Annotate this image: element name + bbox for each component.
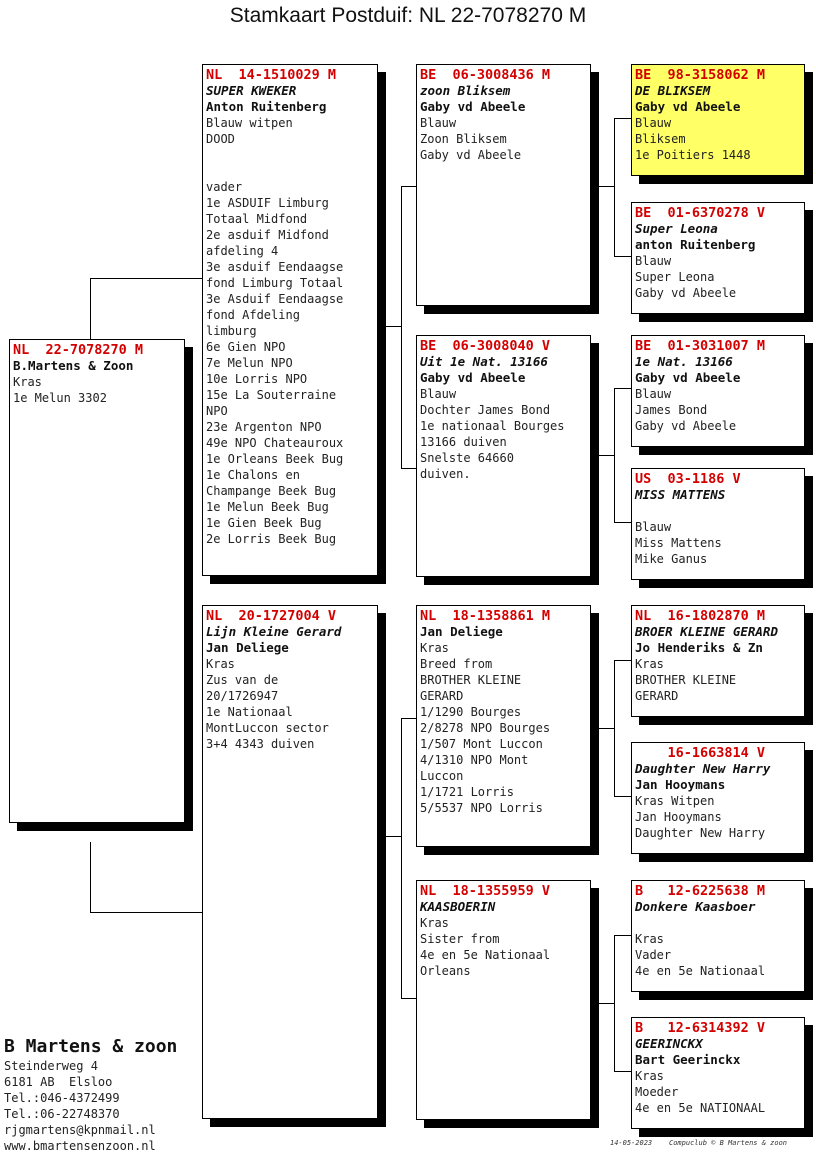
detail-line: 1e Melun Beek Bug	[206, 500, 329, 514]
owner-name: Anton Ruitenberg	[206, 99, 327, 114]
detail-line: 2/8278 NPO Bourges	[420, 721, 551, 735]
breeder-street: Steinderweg 4	[4, 1059, 98, 1073]
pigeon-card-ffm[interactable]	[631, 202, 805, 314]
pigeon-card-mmm[interactable]	[631, 1017, 805, 1129]
pigeon-name: zoon Bliksem	[420, 83, 511, 98]
detail-line: Mike Ganus	[635, 552, 708, 566]
connector-line	[401, 468, 417, 469]
detail-line: 1/507 Mont Luccon	[420, 737, 543, 751]
detail-line: BROTHER KLEINE	[420, 673, 522, 687]
ring-number: BE 06-3008040 V	[420, 338, 551, 354]
detail-line: Kras	[206, 657, 235, 671]
detail-line: 1/1290 Bourges	[420, 705, 522, 719]
connector-line	[385, 836, 401, 837]
detail-line: 6e Gien NPO	[206, 340, 286, 354]
ring-number: NL 14-1510029 M	[206, 67, 337, 83]
owner-name: Gaby vd Abeele	[420, 370, 526, 385]
connector-line	[614, 935, 615, 1071]
ring-number: B 12-6314392 V	[635, 1020, 766, 1036]
pigeon-name: SUPER KWEKER	[206, 83, 297, 98]
connector-line	[401, 186, 402, 468]
connector-line	[598, 186, 614, 187]
detail-line: Luccon	[420, 769, 464, 783]
detail-line: 1e Gien Beek Bug	[206, 516, 322, 530]
pigeon-card-ff[interactable]	[416, 64, 591, 306]
detail-line: Kras	[635, 657, 664, 671]
pigeon-name: Uit 1e Nat. 13166	[420, 354, 548, 369]
owner-name: anton Ruitenberg	[635, 237, 756, 252]
connector-line	[401, 718, 417, 719]
pigeon-card-mmf[interactable]	[631, 880, 805, 992]
owner-name: Bart Geerinckx	[635, 1052, 741, 1067]
detail-line: Daughter New Harry	[635, 826, 766, 840]
pigeon-card-mfm[interactable]	[631, 742, 805, 854]
pigeon-name: KAASBOERIN	[420, 899, 496, 914]
detail-line: 15e La Souterraine	[206, 388, 337, 402]
detail-line: 5/5537 NPO Lorris	[420, 801, 543, 815]
owner-name: Gaby vd Abeele	[635, 370, 741, 385]
owner-name	[635, 915, 804, 931]
detail-line: GERARD	[635, 689, 679, 703]
detail-line: 1e Poitiers 1448	[635, 148, 751, 162]
detail-line: Blauw	[635, 116, 672, 130]
detail-line: Kras	[420, 641, 449, 655]
detail-line: Gaby vd Abeele	[635, 419, 737, 433]
ring-number: BE 01-6370278 V	[635, 205, 766, 221]
detail-line: Zus van de	[206, 673, 279, 687]
ring-number: NL 22-7078270 M	[13, 342, 144, 358]
detail-line: Snelste 64660	[420, 451, 514, 465]
pigeon-card-subject[interactable]	[9, 339, 185, 823]
detail-line: 1e ASDUIF Limburg	[206, 196, 329, 210]
owner-name: Jo Henderiks & Zn	[635, 640, 763, 655]
detail-line	[206, 163, 377, 179]
detail-line: Blauw witpen	[206, 116, 293, 130]
ring-number: BE 06-3008436 M	[420, 67, 551, 83]
detail-line: Blauw	[635, 254, 672, 268]
connector-line	[614, 660, 615, 796]
connector-line	[614, 118, 615, 256]
detail-line: Super Leona	[635, 270, 715, 284]
connector-line	[614, 1071, 632, 1072]
detail-line: duiven.	[420, 467, 471, 481]
pigeon-card-mm[interactable]	[416, 880, 591, 1120]
connector-line	[598, 728, 614, 729]
detail-line: Gaby vd Abeele	[420, 148, 522, 162]
detail-line: Kras	[635, 1069, 664, 1083]
pigeon-name: GEERINCKX	[635, 1036, 703, 1051]
detail-line: Blauw	[420, 116, 457, 130]
detail-line: 10e Lorris NPO	[206, 372, 308, 386]
breeder-website[interactable]: www.bmartensenzoon.nl	[4, 1139, 156, 1153]
pigeon-name: MISS MATTENS	[635, 487, 726, 502]
detail-line: 1e Orleans Beek Bug	[206, 452, 344, 466]
detail-line: GERARD	[420, 689, 464, 703]
pigeon-card-mff[interactable]	[631, 605, 805, 717]
owner-name	[635, 503, 804, 519]
ring-number: BE 98-3158062 M	[635, 67, 766, 83]
breeder-name: B Martens & zoon	[4, 1036, 178, 1057]
detail-line: 49e NPO Chateauroux	[206, 436, 344, 450]
detail-line: Bliksem	[635, 132, 686, 146]
pigeon-name: Lijn Kleine Gerard	[206, 624, 342, 639]
detail-line: fond Limburg Totaal	[206, 276, 344, 290]
pigeon-name: Super Leona	[635, 221, 718, 236]
detail-line: Miss Mattens	[635, 536, 722, 550]
connector-line	[614, 660, 632, 661]
pigeon-card-fmf[interactable]	[631, 335, 805, 447]
ring-number: NL 18-1358861 M	[420, 608, 551, 624]
detail-line: 23e Argenton NPO	[206, 420, 322, 434]
detail-line: Dochter James Bond	[420, 403, 551, 417]
detail-line: Blauw	[635, 387, 672, 401]
pigeon-name: 1e Nat. 13166	[635, 354, 733, 369]
connector-line	[385, 326, 401, 327]
detail-line: 4e en 5e Nationaal	[420, 948, 551, 962]
pigeon-card-fff[interactable]	[631, 64, 805, 176]
connector-line	[598, 1003, 614, 1004]
detail-line: 1e nationaal Bourges	[420, 419, 565, 433]
detail-line: Totaal Midfond	[206, 212, 308, 226]
detail-line: MontLuccon sector	[206, 721, 329, 735]
connector-line	[90, 278, 204, 279]
detail-line: 13166 duiven	[420, 435, 507, 449]
detail-line: Kras Witpen	[635, 794, 715, 808]
connector-line	[614, 796, 632, 797]
pigeon-name: Daughter New Harry	[635, 761, 771, 776]
connector-line	[614, 118, 632, 119]
detail-line: afdeling 4	[206, 244, 279, 258]
detail-line: Blauw	[420, 387, 457, 401]
connector-line	[614, 388, 632, 389]
owner-name: Gaby vd Abeele	[635, 99, 741, 114]
detail-line: James Bond	[635, 403, 708, 417]
pigeon-name: DE BLIKSEM	[635, 83, 711, 98]
detail-line: limburg	[206, 324, 257, 338]
detail-line: Breed from	[420, 657, 493, 671]
connector-line	[614, 256, 632, 257]
detail-line: 1e Melun 3302	[13, 391, 107, 405]
detail-line: Vader	[635, 948, 672, 962]
detail-line: fond Afdeling	[206, 308, 300, 322]
pigeon-name: BROER KLEINE GERARD	[635, 624, 778, 639]
page-title: Stamkaart Postduif: NL 22-7078270 M	[229, 4, 587, 27]
detail-line: BROTHER KLEINE	[635, 673, 737, 687]
detail-line: 4/1310 NPO Mont	[420, 753, 529, 767]
connector-line	[90, 912, 204, 913]
owner-name: Jan Deliege	[206, 640, 289, 655]
connector-line	[598, 455, 614, 456]
connector-line	[614, 935, 632, 936]
detail-line: Gaby vd Abeele	[635, 286, 737, 300]
detail-line: 4e en 5e NATIONAAL	[635, 1101, 766, 1115]
detail-line: 3+4 4343 duiven	[206, 737, 315, 751]
breeder-email[interactable]: rjgmartens@kpnmail.nl	[4, 1123, 156, 1137]
detail-line: Champange Beek Bug	[206, 484, 337, 498]
ring-number: US 03-1186 V	[635, 471, 741, 487]
connector-line	[90, 842, 91, 912]
ring-number: BE 01-3031007 M	[635, 338, 766, 354]
detail-line: Blauw	[635, 520, 672, 534]
detail-line: 3e Asduif Eendaagse	[206, 292, 344, 306]
connector-line	[401, 186, 417, 187]
detail-line: DOOD	[206, 132, 235, 146]
detail-line: 2e asduif Midfond	[206, 228, 329, 242]
detail-line: 1/1721 Lorris	[420, 785, 514, 799]
detail-line: vader	[206, 180, 243, 194]
ring-number: B 12-6225638 M	[635, 883, 766, 899]
detail-line: Orleans	[420, 964, 471, 978]
connector-line	[614, 522, 632, 523]
pigeon-card-mother[interactable]	[202, 605, 378, 1119]
pigeon-name: Donkere Kaasboer	[635, 899, 756, 914]
pigeon-card-fmm[interactable]	[631, 468, 805, 580]
detail-line: 1e Nationaal	[206, 705, 293, 719]
breeder-address	[4, 1036, 177, 1154]
detail-line: Kras	[635, 932, 664, 946]
pigeon-card-mf[interactable]	[416, 605, 591, 847]
owner-name: Jan Hooymans	[635, 777, 726, 792]
ring-number: NL 18-1355959 V	[420, 883, 551, 899]
ring-number: NL 16-1802870 M	[635, 608, 766, 624]
connector-line	[90, 278, 91, 340]
ring-number: NL 20-1727004 V	[206, 608, 337, 624]
connector-line	[401, 998, 417, 999]
connector-line	[614, 388, 615, 522]
breeder-city: 6181 AB Elsloo	[4, 1075, 113, 1089]
detail-line: 20/1726947	[206, 689, 279, 703]
detail-line: Sister from	[420, 932, 500, 946]
pigeon-card-fm[interactable]	[416, 335, 591, 577]
detail-line: 7e Melun NPO	[206, 356, 293, 370]
breeder-phone: Tel.:046-4372499	[4, 1091, 120, 1105]
detail-line: 4e en 5e Nationaal	[635, 964, 766, 978]
detail-line: 1e Chalons en	[206, 468, 300, 482]
footer-credit: 14-05-2023 Compuclub © B Martens & zoon	[610, 1139, 788, 1147]
detail-line: Zoon Bliksem	[420, 132, 507, 146]
detail-line: 2e Lorris Beek Bug	[206, 532, 337, 546]
pigeon-card-father[interactable]	[202, 64, 378, 576]
detail-line: Jan Hooymans	[635, 810, 722, 824]
owner-name: B.Martens & Zoon	[13, 358, 134, 373]
breeder-mobile: Tel.:06-22748370	[4, 1107, 120, 1121]
ring-number: 16-1663814 V	[635, 745, 766, 761]
detail-line: Kras	[13, 375, 42, 389]
detail-line: Moeder	[635, 1085, 679, 1099]
detail-line: 3e asduif Eendaagse	[206, 260, 344, 274]
connector-line	[401, 718, 402, 998]
detail-line: NPO	[206, 404, 228, 418]
owner-name: Jan Deliege	[420, 624, 503, 639]
detail-line: Kras	[420, 916, 449, 930]
detail-line	[206, 147, 377, 163]
owner-name: Gaby vd Abeele	[420, 99, 526, 114]
